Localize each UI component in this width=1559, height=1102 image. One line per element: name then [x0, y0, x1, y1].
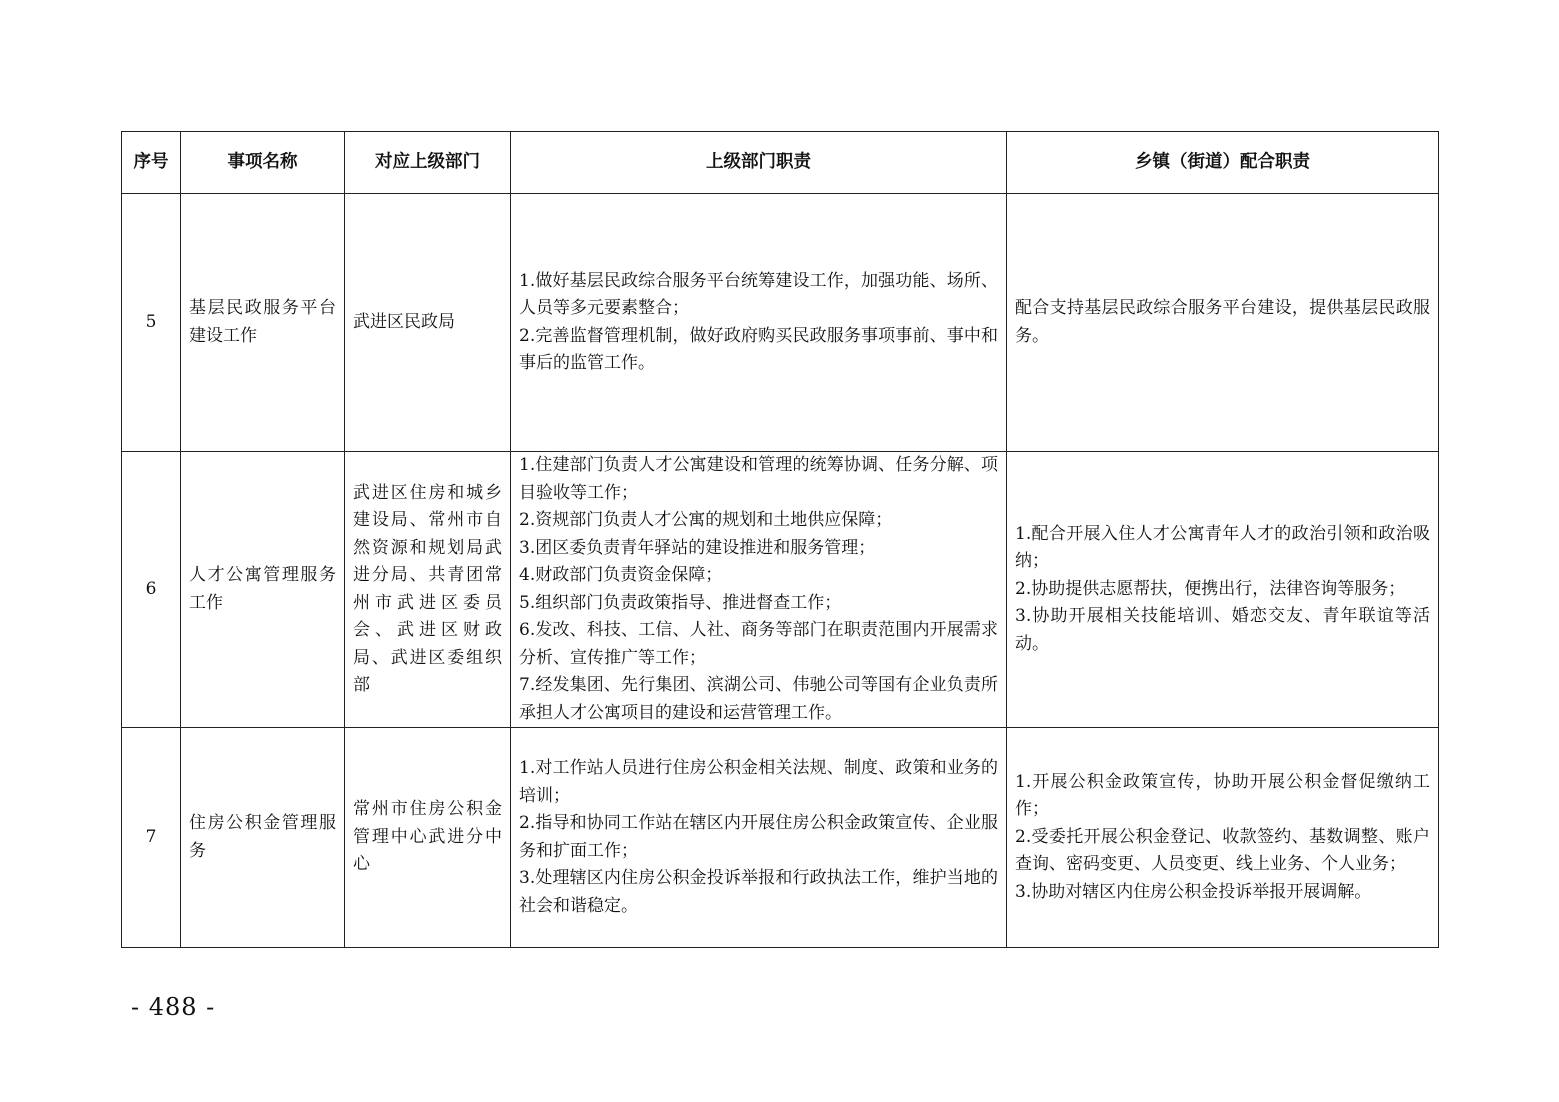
- duty-line: 2.完善监督管理机制，做好政府购买民政服务事项事前、事中和事后的监管工作。: [519, 325, 998, 373]
- duty-line: 3.协助开展相关技能培训、婚恋交友、青年联谊等活动。: [1015, 606, 1430, 654]
- duty-line: 1.配合开展入住人才公寓青年人才的政治引领和政治吸纳；: [1015, 523, 1430, 572]
- duty-line: 3.协助对辖区内住房公积金投诉举报开展调解。: [1015, 881, 1372, 902]
- superior-dept: 武进区民政局: [345, 194, 511, 452]
- duty-line: 3.团区委负责青年驿站的建设推进和服务管理；: [519, 537, 876, 558]
- township-duties-list: [1015, 295, 1430, 350]
- township-duties-cell: [1007, 452, 1439, 728]
- duty-line: 1.做好基层民政综合服务平台统筹建设工作，加强功能、场所、人员等多元要素整合；: [519, 270, 998, 318]
- item-name: 基层民政服务平台建设工作: [181, 194, 345, 452]
- township-duties-cell: [1007, 194, 1439, 452]
- row-index: 5: [122, 194, 181, 452]
- duty-line: 1.开展公积金政策宣传，协助开展公积金督促缴纳工作；: [1015, 771, 1430, 820]
- table-row: [122, 194, 1439, 452]
- superior-duties-cell: [511, 728, 1007, 948]
- table-header-row: [122, 132, 1439, 194]
- table-row: [122, 452, 1439, 728]
- duty-line: 4.财政部门负责资金保障；: [519, 565, 723, 585]
- duty-table: [121, 131, 1439, 948]
- superior-dept: 武进区住房和城乡建设局、常州市自然资源和规划局武进分局、共青团常州市武进区委员会、武进区财政局、武进区委组织部: [345, 452, 511, 728]
- duty-line: 5.组织部门负责政策指导、推进督查工作；: [519, 592, 842, 613]
- duty-line: 2.协助提供志愿帮扶，便携出行，法律咨询等服务；: [1015, 578, 1406, 599]
- duty-line: 2.资规部门负责人才公寓的规划和土地供应保障；: [519, 510, 893, 530]
- duty-line: 2.受委托开展公积金登记、收款签约、基数调整、账户查询、密码变更、人员变更、线上业务、个人业务；: [1015, 826, 1430, 875]
- superior-duties-cell: [511, 452, 1007, 728]
- duty-line: 6.发改、科技、工信、人社、商务等部门在职责范围内开展需求分析、宣传推广等工作；: [519, 620, 998, 668]
- township-duties-list: [1015, 769, 1430, 907]
- township-duties-cell: [1007, 728, 1439, 948]
- duty-line: 配合支持基层民政综合服务平台建设，提供基层民政服务。: [1015, 298, 1430, 346]
- header-index: 序号: [122, 132, 181, 194]
- header-item-name: 事项名称: [181, 132, 345, 194]
- duty-line: 1.住建部门负责人才公寓建设和管理的统筹协调、任务分解、项目验收等工作；: [519, 455, 998, 503]
- duty-line: 7.经发集团、先行集团、滨湖公司、伟驰公司等国有企业负责所承担人才公寓项目的建设和运营管理工作。: [519, 675, 998, 723]
- duty-line: 1.对工作站人员进行住房公积金相关法规、制度、政策和业务的培训；: [519, 758, 998, 806]
- item-name: 人才公寓管理服务工作: [181, 452, 345, 728]
- header-superior-duties: 上级部门职责: [511, 132, 1007, 194]
- superior-duties-cell: [511, 194, 1007, 452]
- header-superior-dept: 对应上级部门: [345, 132, 511, 194]
- superior-duties-list: [519, 452, 998, 727]
- superior-duties-list: [519, 268, 998, 378]
- page-number: - 488 -: [131, 993, 216, 1021]
- header-township-duties: 乡镇（街道）配合职责: [1007, 132, 1439, 194]
- superior-duties-list: [519, 755, 998, 920]
- row-index: 6: [122, 452, 181, 728]
- duty-line: 3.处理辖区内住房公积金投诉举报和行政执法工作，维护当地的社会和谐稳定。: [519, 868, 998, 916]
- township-duties-list: [1015, 521, 1430, 659]
- row-index: 7: [122, 728, 181, 948]
- item-name: 住房公积金管理服务: [181, 728, 345, 948]
- table-row: [122, 728, 1439, 948]
- superior-dept: 常州市住房公积金管理中心武进分中心: [345, 728, 511, 948]
- duty-line: 2.指导和协同工作站在辖区内开展住房公积金政策宣传、企业服务和扩面工作；: [519, 813, 998, 861]
